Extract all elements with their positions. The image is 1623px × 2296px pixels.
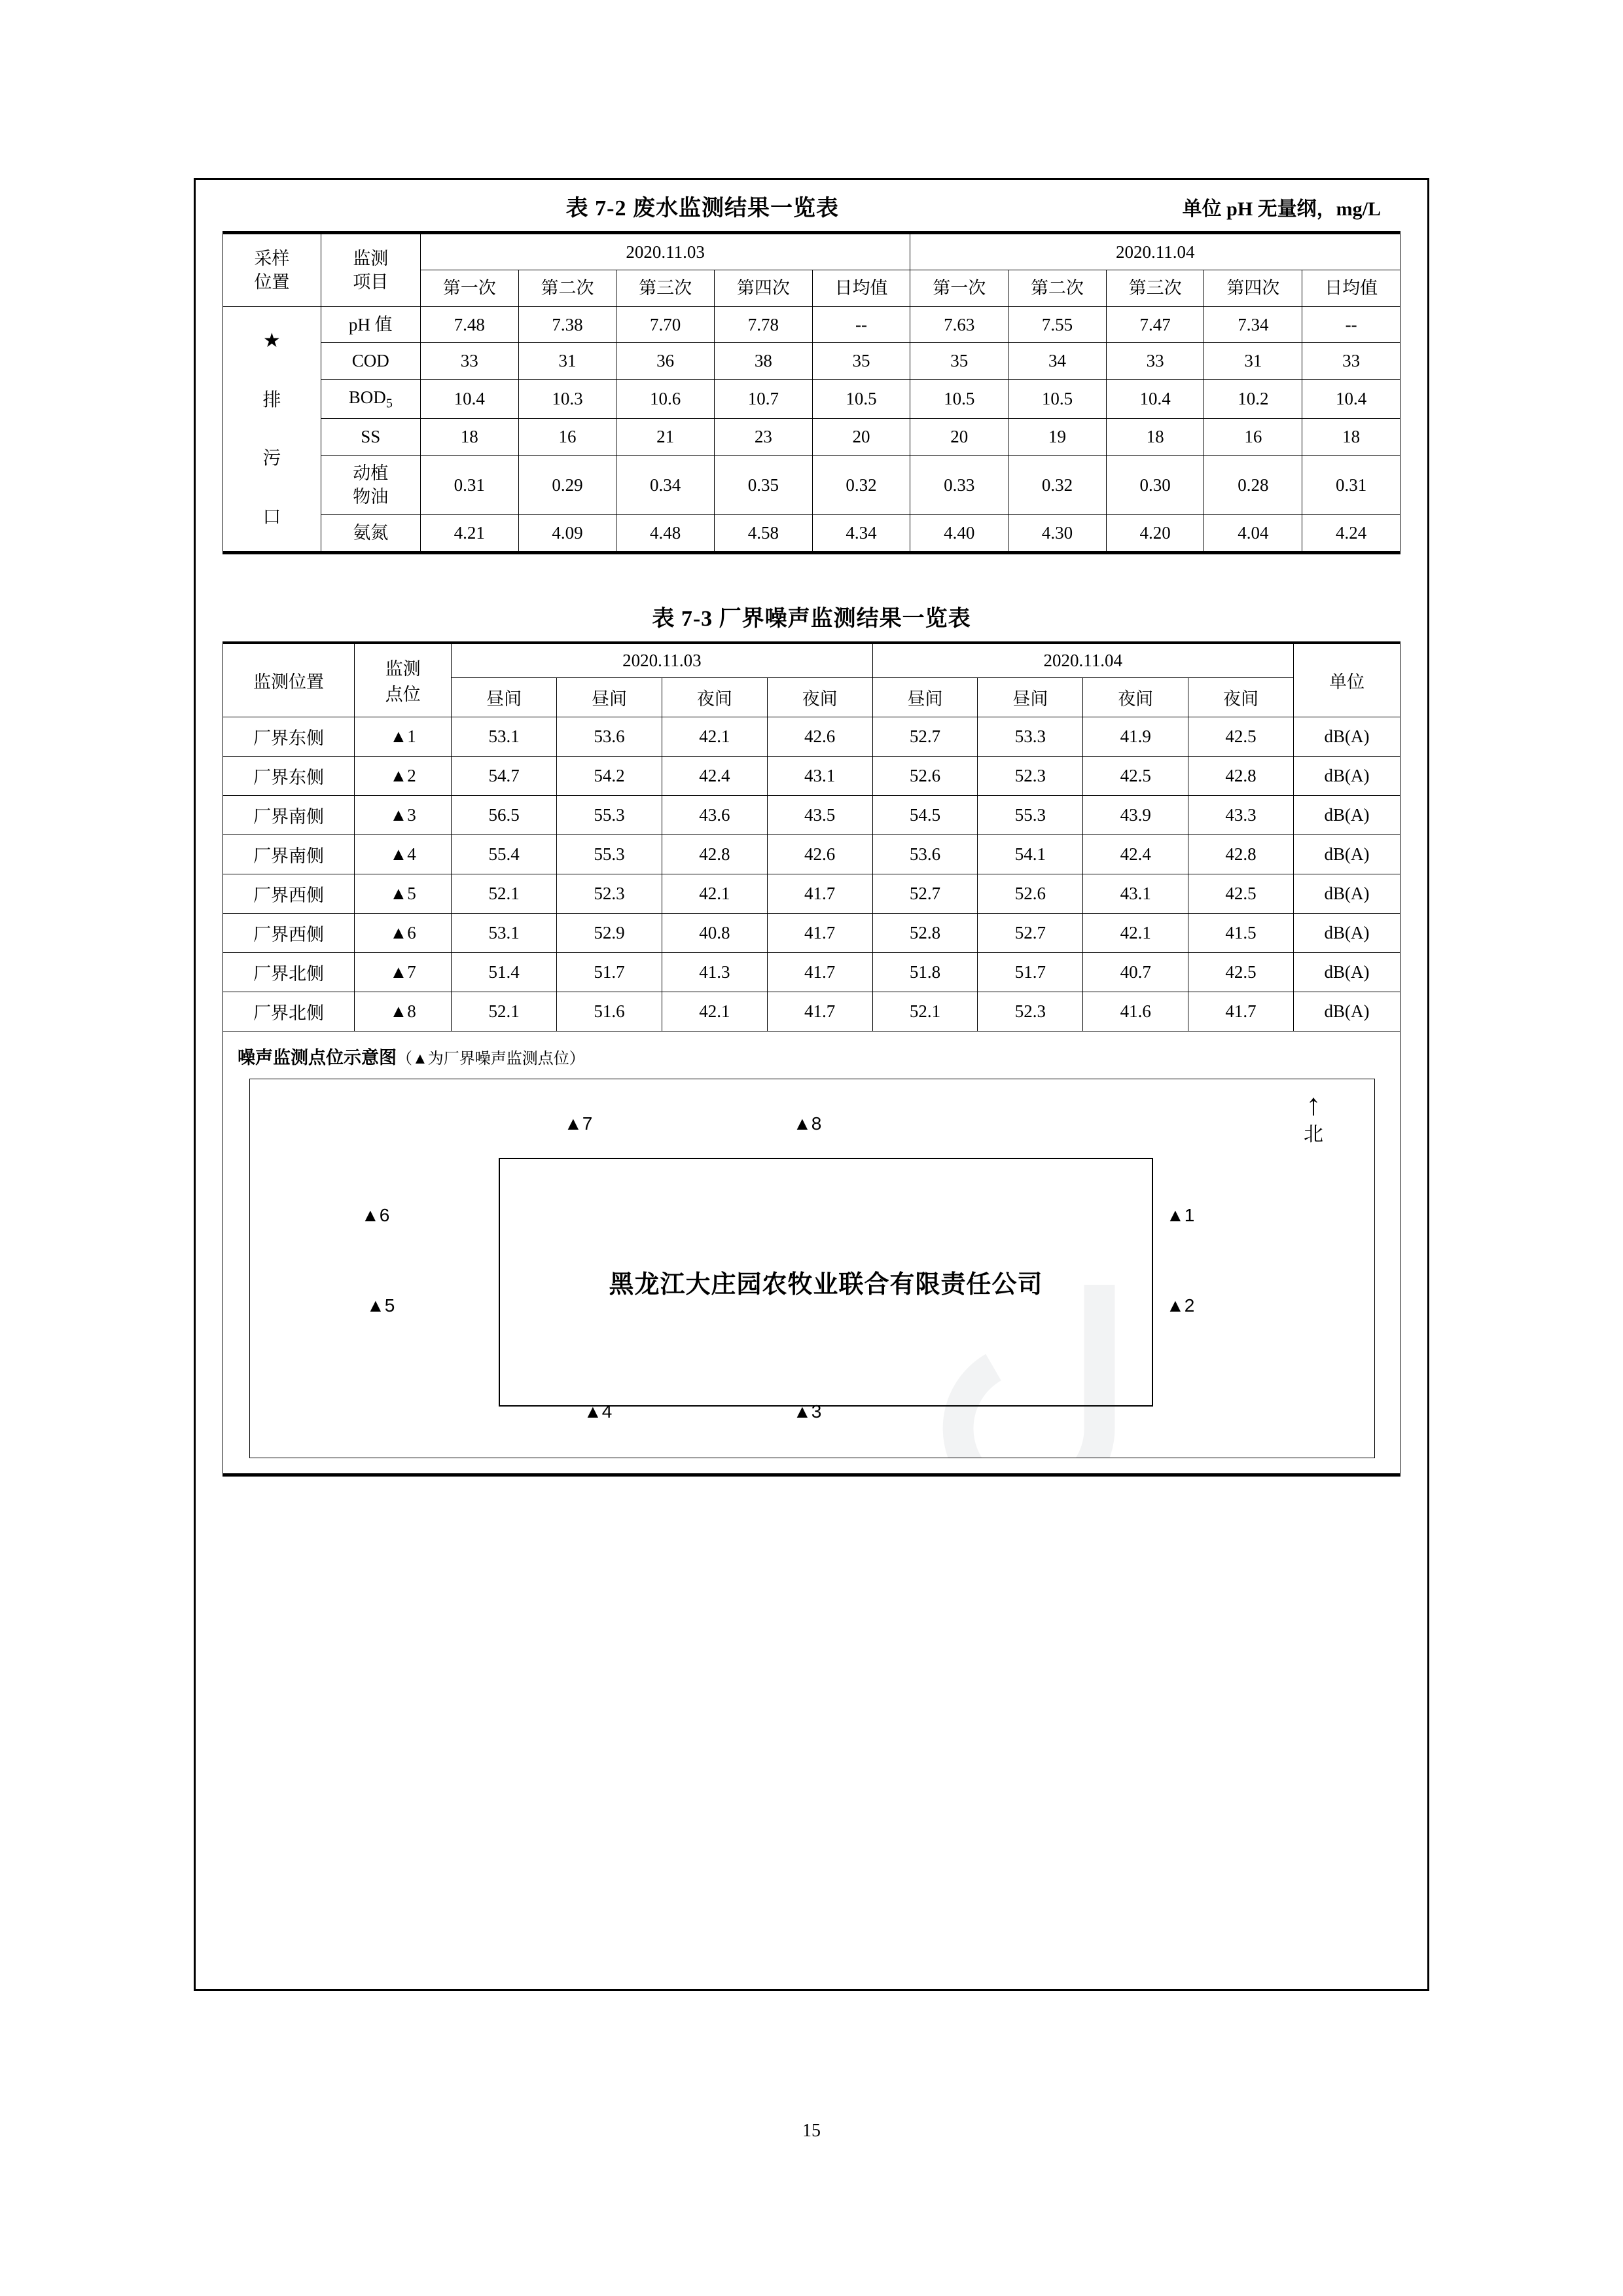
- data-cell: 42.8: [662, 834, 767, 874]
- table-row: [223, 343, 1400, 379]
- table-row: [223, 952, 1400, 992]
- data-cell: 42.8: [1188, 756, 1294, 795]
- data-cell: 10.5: [1008, 379, 1107, 418]
- data-cell: 42.5: [1083, 756, 1188, 795]
- data-cell: 52.1: [872, 992, 978, 1031]
- data-cell: 42.1: [662, 874, 767, 913]
- subheader-cell: 日均值: [1302, 270, 1400, 306]
- data-cell: 53.6: [557, 717, 662, 756]
- data-cell: --: [1302, 306, 1400, 342]
- wastewater-results-table: [223, 231, 1400, 554]
- table-row: [223, 643, 1400, 678]
- data-cell: 10.3: [518, 379, 616, 418]
- data-cell: 55.3: [978, 795, 1083, 834]
- sampling-location-outlet: [223, 306, 321, 552]
- data-cell: 18: [420, 419, 518, 455]
- table-row: [223, 834, 1400, 874]
- subheader-cell: 昼间: [452, 677, 557, 717]
- table-7-2-caption: 表 7-2 废水监测结果一览表: [565, 196, 839, 221]
- subheader-cell: 第四次: [714, 270, 812, 306]
- data-cell: 52.8: [872, 913, 978, 952]
- data-cell: 42.5: [1188, 717, 1294, 756]
- row-location: 厂界西侧: [223, 874, 355, 913]
- row-label-subscript: 5: [385, 396, 393, 411]
- data-cell: --: [812, 306, 910, 342]
- date-group-1: 2020.11.03: [452, 643, 872, 678]
- data-cell: 7.78: [714, 306, 812, 342]
- data-cell: 56.5: [452, 795, 557, 834]
- row-point: ▲7: [355, 952, 452, 992]
- data-cell: 4.40: [910, 515, 1008, 552]
- row-unit: dB(A): [1293, 952, 1400, 992]
- data-cell: 52.9: [557, 913, 662, 952]
- plant-boundary-box: [499, 1158, 1153, 1407]
- subheader-cell: 夜间: [1083, 677, 1188, 717]
- table-7-2-header: [223, 190, 1400, 222]
- row-label: SS: [321, 419, 420, 455]
- location-char: 口: [262, 507, 281, 528]
- data-cell: 7.34: [1204, 306, 1302, 342]
- data-cell: 41.7: [767, 913, 872, 952]
- data-cell: 55.3: [557, 834, 662, 874]
- data-cell: 4.34: [812, 515, 910, 552]
- subheader-cell: 第三次: [1106, 270, 1204, 306]
- data-cell: 53.1: [452, 717, 557, 756]
- data-cell: 7.38: [518, 306, 616, 342]
- data-cell: 52.1: [452, 874, 557, 913]
- data-cell: 0.31: [1302, 455, 1400, 515]
- data-cell: 51.8: [872, 952, 978, 992]
- data-cell: 19: [1008, 419, 1107, 455]
- data-cell: 33: [1302, 343, 1400, 379]
- data-cell: 36: [616, 343, 715, 379]
- row-unit: dB(A): [1293, 795, 1400, 834]
- plant-name: 黑龙江大庄园农牧业联合有限责任公司: [609, 1271, 1043, 1299]
- data-cell: 10.4: [420, 379, 518, 418]
- data-cell: 42.1: [662, 717, 767, 756]
- subheader-cell: 夜间: [767, 677, 872, 717]
- table-row: [223, 306, 1400, 342]
- row-point: ▲2: [355, 756, 452, 795]
- row-point: ▲5: [355, 874, 452, 913]
- date-group-2: 2020.11.04: [872, 643, 1293, 678]
- data-cell: 42.1: [1083, 913, 1188, 952]
- data-cell: 41.7: [1188, 992, 1294, 1031]
- data-cell: 41.5: [1188, 913, 1294, 952]
- data-cell: 7.70: [616, 306, 715, 342]
- data-cell: 54.1: [978, 834, 1083, 874]
- table-row: [223, 913, 1400, 952]
- north-indicator: [1304, 1086, 1323, 1147]
- data-cell: 0.35: [714, 455, 812, 515]
- data-cell: 34: [1008, 343, 1107, 379]
- data-cell: 41.9: [1083, 717, 1188, 756]
- row-location: 厂界东侧: [223, 717, 355, 756]
- subheader-cell: 夜间: [1188, 677, 1294, 717]
- noise-point-2: ▲2: [1166, 1295, 1195, 1316]
- noise-point-7: ▲7: [564, 1113, 593, 1134]
- data-cell: 10.7: [714, 379, 812, 418]
- data-cell: 52.3: [978, 756, 1083, 795]
- data-cell: 40.8: [662, 913, 767, 952]
- table-row: [223, 515, 1400, 552]
- row-unit: dB(A): [1293, 874, 1400, 913]
- data-cell: 42.5: [1188, 952, 1294, 992]
- data-cell: 38: [714, 343, 812, 379]
- data-cell: 41.6: [1083, 992, 1188, 1031]
- data-cell: 53.1: [452, 913, 557, 952]
- data-cell: 33: [420, 343, 518, 379]
- data-cell: 42.4: [1083, 834, 1188, 874]
- data-cell: 41.7: [767, 874, 872, 913]
- data-cell: 10.6: [616, 379, 715, 418]
- data-cell: 0.28: [1204, 455, 1302, 515]
- data-cell: 7.55: [1008, 306, 1107, 342]
- row-label: 氨氮: [321, 515, 420, 552]
- noise-point-4: ▲4: [584, 1401, 613, 1422]
- data-cell: 35: [812, 343, 910, 379]
- data-cell: 0.34: [616, 455, 715, 515]
- data-cell: 55.3: [557, 795, 662, 834]
- table-row: [223, 233, 1400, 270]
- table-row: [223, 419, 1400, 455]
- row-location: 厂界南侧: [223, 795, 355, 834]
- row-unit: dB(A): [1293, 756, 1400, 795]
- row-location: 厂界南侧: [223, 834, 355, 874]
- data-cell: 7.63: [910, 306, 1008, 342]
- data-cell: 42.8: [1188, 834, 1294, 874]
- data-cell: 4.58: [714, 515, 812, 552]
- data-cell: 41.7: [767, 992, 872, 1031]
- data-cell: 42.1: [662, 992, 767, 1031]
- date-group-2: 2020.11.04: [910, 233, 1400, 270]
- data-cell: 4.24: [1302, 515, 1400, 552]
- subheader-cell: 第一次: [910, 270, 1008, 306]
- page-content: [223, 190, 1400, 1477]
- row-unit: dB(A): [1293, 834, 1400, 874]
- data-cell: 4.20: [1106, 515, 1204, 552]
- row-location: 厂界北侧: [223, 952, 355, 992]
- data-cell: 43.9: [1083, 795, 1188, 834]
- noise-point-6: ▲6: [361, 1204, 390, 1225]
- north-arrow-icon: ↑: [1306, 1086, 1321, 1121]
- data-cell: 52.6: [872, 756, 978, 795]
- data-cell: 43.5: [767, 795, 872, 834]
- data-cell: 0.30: [1106, 455, 1204, 515]
- subheader-cell: 第二次: [518, 270, 616, 306]
- data-cell: 52.6: [978, 874, 1083, 913]
- subheader-cell: 第一次: [420, 270, 518, 306]
- data-cell: 0.29: [518, 455, 616, 515]
- data-cell: 31: [518, 343, 616, 379]
- data-cell: 52.7: [978, 913, 1083, 952]
- data-cell: 53.3: [978, 717, 1083, 756]
- row-location: 厂界东侧: [223, 756, 355, 795]
- data-cell: 10.5: [910, 379, 1008, 418]
- data-cell: 20: [812, 419, 910, 455]
- row-point: ▲1: [355, 717, 452, 756]
- diagram-title-note: （▲为厂界噪声监测点位）: [397, 1049, 585, 1067]
- data-cell: 18: [1302, 419, 1400, 455]
- data-cell: 10.4: [1302, 379, 1400, 418]
- subheader-cell: 第四次: [1204, 270, 1302, 306]
- data-cell: 54.2: [557, 756, 662, 795]
- data-cell: 16: [1204, 419, 1302, 455]
- table-row: [223, 455, 1400, 515]
- col-monitor-point: 监测 点位: [355, 643, 452, 717]
- subheader-cell: 昼间: [978, 677, 1083, 717]
- diagram-canvas: [249, 1079, 1375, 1458]
- noise-point-1: ▲1: [1166, 1204, 1195, 1225]
- row-location: 厂界北侧: [223, 992, 355, 1031]
- data-cell: 53.6: [872, 834, 978, 874]
- data-cell: 42.5: [1188, 874, 1294, 913]
- data-cell: 42.4: [662, 756, 767, 795]
- data-cell: 4.04: [1204, 515, 1302, 552]
- row-point: ▲3: [355, 795, 452, 834]
- data-cell: 0.31: [420, 455, 518, 515]
- subheader-cell: 昼间: [872, 677, 978, 717]
- location-char: 排: [262, 389, 281, 410]
- data-cell: 55.4: [452, 834, 557, 874]
- table-7-3-caption: 表 7-3 厂界噪声监测结果一览表: [652, 606, 971, 631]
- data-cell: 43.6: [662, 795, 767, 834]
- table-row: [223, 874, 1400, 913]
- subheader-cell: 第三次: [616, 270, 715, 306]
- subheader-cell: 第二次: [1008, 270, 1107, 306]
- subheader-cell: 昼间: [557, 677, 662, 717]
- data-cell: 21: [616, 419, 715, 455]
- data-cell: 54.7: [452, 756, 557, 795]
- data-cell: 51.6: [557, 992, 662, 1031]
- data-cell: 0.33: [910, 455, 1008, 515]
- data-cell: 43.1: [1083, 874, 1188, 913]
- data-cell: 33: [1106, 343, 1204, 379]
- data-cell: 4.21: [420, 515, 518, 552]
- data-cell: 10.5: [812, 379, 910, 418]
- data-cell: 10.2: [1204, 379, 1302, 418]
- data-cell: 52.7: [872, 717, 978, 756]
- noise-point-3: ▲3: [793, 1401, 822, 1422]
- row-label: 动植 物油: [321, 455, 420, 515]
- data-cell: 52.3: [557, 874, 662, 913]
- noise-point-5: ▲5: [366, 1295, 395, 1316]
- row-label: [321, 379, 420, 418]
- star-marker: ★: [262, 329, 281, 351]
- data-cell: 18: [1106, 419, 1204, 455]
- data-cell: 54.5: [872, 795, 978, 834]
- row-label: pH 值: [321, 306, 420, 342]
- col-monitor-item: 监测 项目: [321, 233, 420, 307]
- table-row: [223, 992, 1400, 1031]
- data-cell: 43.1: [767, 756, 872, 795]
- noise-point-8: ▲8: [793, 1113, 822, 1134]
- spacer: [223, 554, 1400, 600]
- page-number: 15: [802, 2121, 821, 2141]
- data-cell: 40.7: [1083, 952, 1188, 992]
- data-cell: 41.7: [767, 952, 872, 992]
- data-cell: 51.7: [557, 952, 662, 992]
- data-cell: 20: [910, 419, 1008, 455]
- north-label: 北: [1304, 1124, 1323, 1146]
- data-cell: 31: [1204, 343, 1302, 379]
- diagram-title-main: 噪声监测点位示意图: [238, 1047, 397, 1067]
- row-label: COD: [321, 343, 420, 379]
- row-label-base: BOD: [348, 387, 386, 407]
- data-cell: 16: [518, 419, 616, 455]
- data-cell: 42.6: [767, 834, 872, 874]
- location-char: 污: [262, 448, 281, 469]
- table-row: [223, 756, 1400, 795]
- noise-monitoring-diagram-section: [223, 1031, 1400, 1477]
- col-sampling-location: 采样 位置: [223, 233, 321, 307]
- col-monitor-location: 监测位置: [223, 643, 355, 717]
- diagram-title: [238, 1043, 585, 1069]
- data-cell: 35: [910, 343, 1008, 379]
- table-row: [223, 379, 1400, 418]
- boundary-noise-results-table: [223, 641, 1400, 1031]
- data-cell: 52.7: [872, 874, 978, 913]
- data-cell: 4.09: [518, 515, 616, 552]
- data-cell: 23: [714, 419, 812, 455]
- table-7-2-unit-note: 单位 pH 无量纲，mg/L: [1182, 198, 1381, 220]
- table-row: [223, 795, 1400, 834]
- row-point: ▲4: [355, 834, 452, 874]
- data-cell: 7.47: [1106, 306, 1204, 342]
- row-unit: dB(A): [1293, 992, 1400, 1031]
- row-location: 厂界西侧: [223, 913, 355, 952]
- data-cell: 52.3: [978, 992, 1083, 1031]
- data-cell: 4.48: [616, 515, 715, 552]
- data-cell: 7.48: [420, 306, 518, 342]
- row-unit: dB(A): [1293, 717, 1400, 756]
- data-cell: 41.3: [662, 952, 767, 992]
- data-cell: 51.4: [452, 952, 557, 992]
- subheader-cell: 夜间: [662, 677, 767, 717]
- data-cell: 52.1: [452, 992, 557, 1031]
- subheader-cell: 日均值: [812, 270, 910, 306]
- row-unit: dB(A): [1293, 913, 1400, 952]
- data-cell: 43.3: [1188, 795, 1294, 834]
- data-cell: 0.32: [1008, 455, 1107, 515]
- row-point: ▲8: [355, 992, 452, 1031]
- date-group-1: 2020.11.03: [420, 233, 910, 270]
- data-cell: 42.6: [767, 717, 872, 756]
- data-cell: 51.7: [978, 952, 1083, 992]
- data-cell: 10.4: [1106, 379, 1204, 418]
- row-point: ▲6: [355, 913, 452, 952]
- table-row: [223, 717, 1400, 756]
- data-cell: 0.32: [812, 455, 910, 515]
- col-unit: 单位: [1293, 643, 1400, 717]
- data-cell: 4.30: [1008, 515, 1107, 552]
